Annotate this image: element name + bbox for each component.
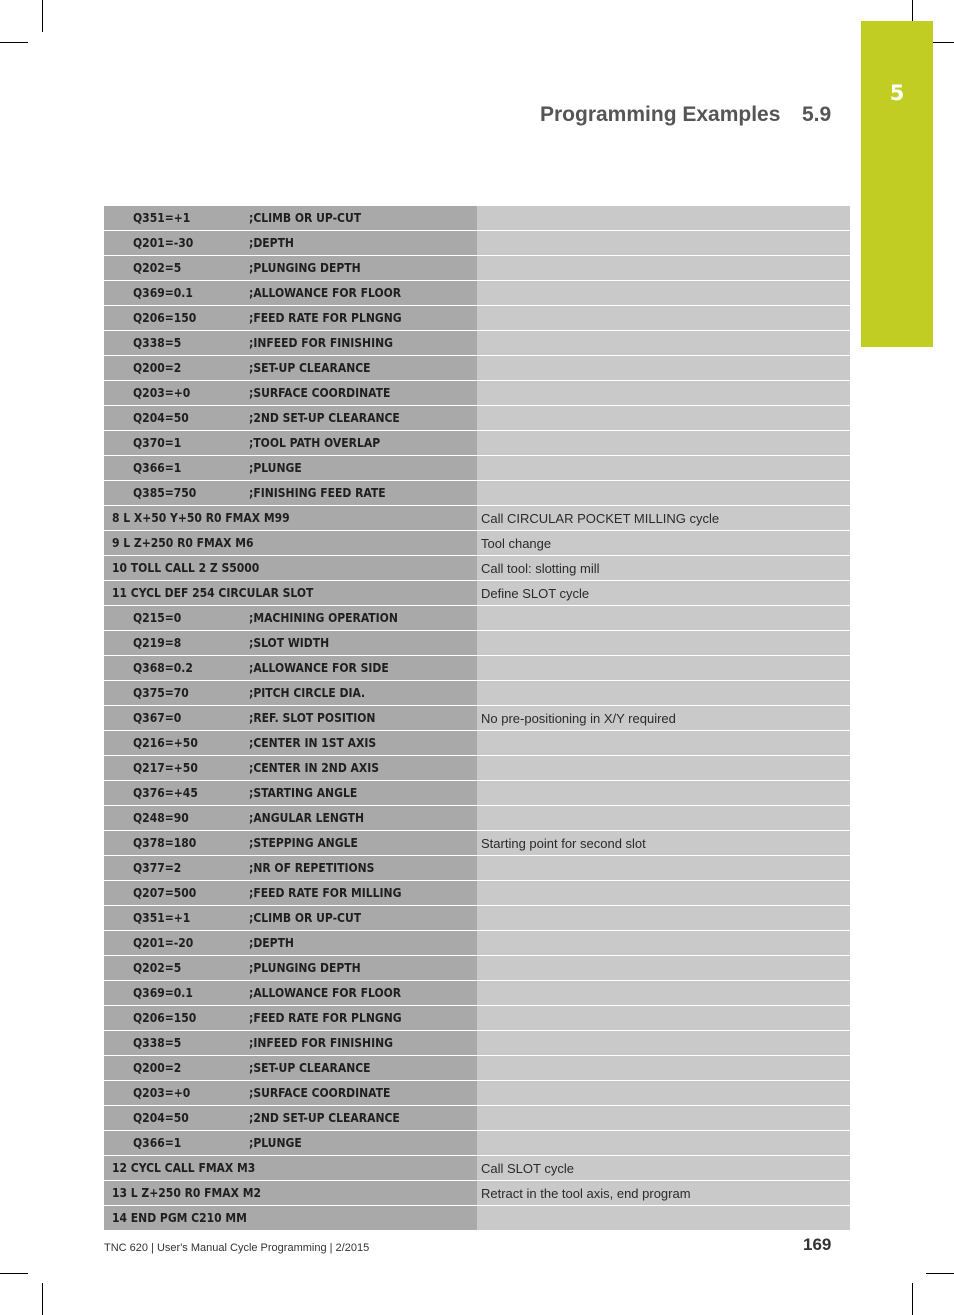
nc-block: Q203=+0 bbox=[133, 1086, 191, 1100]
code-cell bbox=[104, 831, 477, 856]
description-cell bbox=[477, 231, 850, 256]
description-cell bbox=[477, 431, 850, 456]
description-cell bbox=[477, 606, 850, 631]
parameter-comment: ;ALLOWANCE FOR FLOOR bbox=[249, 286, 402, 300]
code-cell bbox=[104, 281, 477, 306]
parameter-comment: ;FEED RATE FOR MILLING bbox=[249, 886, 402, 900]
table-row bbox=[104, 781, 850, 806]
nc-block: Q204=50 bbox=[133, 411, 189, 425]
table-row bbox=[104, 631, 850, 656]
nc-block: Q202=5 bbox=[133, 961, 182, 975]
description-cell bbox=[477, 756, 850, 781]
nc-block: Q216=+50 bbox=[133, 736, 198, 750]
description-cell: Call tool: slotting mill bbox=[477, 556, 850, 581]
parameter-comment: ;SURFACE COORDINATE bbox=[249, 386, 391, 400]
code-cell bbox=[104, 806, 477, 831]
table-row bbox=[104, 956, 850, 981]
table-row bbox=[104, 1006, 850, 1031]
code-cell bbox=[104, 1031, 477, 1056]
nc-block: Q248=90 bbox=[133, 811, 189, 825]
description-cell: Call CIRCULAR POCKET MILLING cycle bbox=[477, 506, 850, 531]
code-cell bbox=[104, 356, 477, 381]
description-cell bbox=[477, 1206, 850, 1231]
table-row bbox=[104, 1206, 850, 1231]
page-number: 169 bbox=[803, 1235, 832, 1254]
nc-block: Q207=500 bbox=[133, 886, 197, 900]
table-row bbox=[104, 1081, 850, 1106]
description-cell: No pre-positioning in X/Y required bbox=[477, 706, 850, 731]
table-row bbox=[104, 531, 850, 556]
code-cell bbox=[104, 856, 477, 881]
nc-block: Q369=0.1 bbox=[133, 286, 193, 300]
table-row bbox=[104, 756, 850, 781]
code-cell bbox=[104, 381, 477, 406]
table-row bbox=[104, 331, 850, 356]
table-row bbox=[104, 806, 850, 831]
code-cell bbox=[104, 506, 477, 531]
parameter-comment: ;PLUNGING DEPTH bbox=[249, 961, 361, 975]
nc-block: 14 END PGM C210 MM bbox=[112, 1211, 247, 1225]
nc-block: Q377=2 bbox=[133, 861, 182, 875]
parameter-comment: ;STARTING ANGLE bbox=[249, 786, 358, 800]
table-row bbox=[104, 231, 850, 256]
description-cell bbox=[477, 881, 850, 906]
code-cell bbox=[104, 1131, 477, 1156]
nc-block: Q202=5 bbox=[133, 261, 182, 275]
parameter-comment: ;PITCH CIRCLE DIA. bbox=[249, 686, 366, 700]
table-row bbox=[104, 481, 850, 506]
parameter-comment: ;2ND SET-UP CLEARANCE bbox=[249, 411, 400, 425]
nc-block: Q203=+0 bbox=[133, 386, 191, 400]
nc-block: Q200=2 bbox=[133, 361, 182, 375]
nc-block: Q376=+45 bbox=[133, 786, 198, 800]
table-row bbox=[104, 356, 850, 381]
code-cell bbox=[104, 881, 477, 906]
parameter-comment: ;INFEED FOR FINISHING bbox=[249, 336, 393, 350]
description-cell bbox=[477, 906, 850, 931]
description-cell bbox=[477, 1081, 850, 1106]
table-row bbox=[104, 1056, 850, 1081]
description-cell bbox=[477, 656, 850, 681]
code-cell bbox=[104, 606, 477, 631]
nc-block: Q370=1 bbox=[133, 436, 182, 450]
parameter-comment: ;PLUNGE bbox=[249, 461, 302, 475]
nc-block: Q368=0.2 bbox=[133, 661, 193, 675]
header-section: 5.9 bbox=[802, 103, 832, 126]
code-cell bbox=[104, 931, 477, 956]
nc-block: Q204=50 bbox=[133, 1111, 189, 1125]
description-cell bbox=[477, 1031, 850, 1056]
nc-block: 8 L X+50 Y+50 R0 FMAX M99 bbox=[112, 511, 290, 525]
nc-block: Q369=0.1 bbox=[133, 986, 193, 1000]
code-cell bbox=[104, 481, 477, 506]
nc-block: Q366=1 bbox=[133, 1136, 182, 1150]
description-cell bbox=[477, 356, 850, 381]
parameter-comment: ;REF. SLOT POSITION bbox=[249, 711, 376, 725]
description-cell bbox=[477, 681, 850, 706]
parameter-comment: ;2ND SET-UP CLEARANCE bbox=[249, 1111, 400, 1125]
code-cell bbox=[104, 456, 477, 481]
footer-text: TNC 620 | User's Manual Cycle Programming | 2/2015 bbox=[104, 1242, 370, 1254]
code-cell bbox=[104, 556, 477, 581]
nc-block: Q206=150 bbox=[133, 1011, 197, 1025]
code-cell bbox=[104, 756, 477, 781]
code-cell bbox=[104, 681, 477, 706]
table-row bbox=[104, 1156, 850, 1181]
crop-mark bbox=[42, 0, 43, 32]
description-cell bbox=[477, 331, 850, 356]
description-cell bbox=[477, 931, 850, 956]
table-row bbox=[104, 606, 850, 631]
description-cell bbox=[477, 631, 850, 656]
table-row bbox=[104, 706, 850, 731]
parameter-comment: ;INFEED FOR FINISHING bbox=[249, 1036, 393, 1050]
table-row bbox=[104, 206, 850, 231]
code-cell bbox=[104, 331, 477, 356]
code-cell bbox=[104, 656, 477, 681]
table-row bbox=[104, 881, 850, 906]
description-cell bbox=[477, 206, 850, 231]
nc-block: 9 L Z+250 R0 FMAX M6 bbox=[112, 536, 254, 550]
table-row bbox=[104, 581, 850, 606]
description-cell bbox=[477, 481, 850, 506]
code-cell bbox=[104, 731, 477, 756]
description-cell bbox=[477, 956, 850, 981]
parameter-comment: ;SET-UP CLEARANCE bbox=[249, 1061, 371, 1075]
nc-block: 13 L Z+250 R0 FMAX M2 bbox=[112, 1186, 261, 1200]
description-cell: Call SLOT cycle bbox=[477, 1156, 850, 1181]
nc-block: Q201=-20 bbox=[133, 936, 194, 950]
description-cell bbox=[477, 381, 850, 406]
table-row bbox=[104, 506, 850, 531]
parameter-comment: ;FEED RATE FOR PLNGNG bbox=[249, 311, 402, 325]
nc-block: Q338=5 bbox=[133, 336, 182, 350]
table-row bbox=[104, 906, 850, 931]
code-cell bbox=[104, 1081, 477, 1106]
description-cell bbox=[477, 1106, 850, 1131]
table-row bbox=[104, 681, 850, 706]
nc-block: Q206=150 bbox=[133, 311, 197, 325]
nc-block: 12 CYCL CALL FMAX M3 bbox=[112, 1161, 256, 1175]
table-row bbox=[104, 1181, 850, 1206]
crop-mark bbox=[0, 42, 28, 43]
parameter-comment: ;FEED RATE FOR PLNGNG bbox=[249, 1011, 402, 1025]
chapter-tab bbox=[861, 21, 933, 347]
parameter-comment: ;CLIMB OR UP-CUT bbox=[249, 911, 362, 925]
description-cell bbox=[477, 306, 850, 331]
header-title: Programming Examples bbox=[540, 103, 781, 126]
code-cell bbox=[104, 256, 477, 281]
table-row bbox=[104, 1106, 850, 1131]
code-cell bbox=[104, 431, 477, 456]
table-row bbox=[104, 256, 850, 281]
parameter-comment: ;SURFACE COORDINATE bbox=[249, 1086, 391, 1100]
nc-block: Q385=750 bbox=[133, 486, 197, 500]
table-row bbox=[104, 1131, 850, 1156]
nc-block: Q367=0 bbox=[133, 711, 182, 725]
crop-mark bbox=[42, 1283, 43, 1315]
description-cell bbox=[477, 456, 850, 481]
code-cell bbox=[104, 406, 477, 431]
parameter-comment: ;CENTER IN 1ST AXIS bbox=[249, 736, 377, 750]
nc-block: Q366=1 bbox=[133, 461, 182, 475]
parameter-comment: ;ANGULAR LENGTH bbox=[249, 811, 364, 825]
parameter-comment: ;DEPTH bbox=[249, 936, 294, 950]
table-row bbox=[104, 381, 850, 406]
table-row bbox=[104, 931, 850, 956]
description-cell bbox=[477, 806, 850, 831]
nc-block: Q201=-30 bbox=[133, 236, 194, 250]
code-cell bbox=[104, 531, 477, 556]
parameter-comment: ;MACHINING OPERATION bbox=[249, 611, 398, 625]
parameter-comment: ;TOOL PATH OVERLAP bbox=[249, 436, 381, 450]
description-cell bbox=[477, 856, 850, 881]
table-row bbox=[104, 556, 850, 581]
description-cell bbox=[477, 256, 850, 281]
parameter-comment: ;CLIMB OR UP-CUT bbox=[249, 211, 362, 225]
parameter-comment: ;DEPTH bbox=[249, 236, 294, 250]
parameter-comment: ;CENTER IN 2ND AXIS bbox=[249, 761, 380, 775]
code-cell bbox=[104, 1156, 477, 1181]
code-cell bbox=[104, 631, 477, 656]
parameter-comment: ;STEPPING ANGLE bbox=[249, 836, 358, 850]
code-cell bbox=[104, 1181, 477, 1206]
parameter-comment: ;SET-UP CLEARANCE bbox=[249, 361, 371, 375]
description-cell bbox=[477, 406, 850, 431]
table-row bbox=[104, 406, 850, 431]
description-cell bbox=[477, 781, 850, 806]
parameter-comment: ;PLUNGING DEPTH bbox=[249, 261, 361, 275]
nc-block: 10 TOLL CALL 2 Z S5000 bbox=[112, 561, 260, 575]
code-cell bbox=[104, 231, 477, 256]
nc-program-table bbox=[104, 206, 850, 1231]
code-cell bbox=[104, 956, 477, 981]
code-cell bbox=[104, 1056, 477, 1081]
description-cell bbox=[477, 1056, 850, 1081]
parameter-comment: ;SLOT WIDTH bbox=[249, 636, 330, 650]
table-row bbox=[104, 831, 850, 856]
nc-block: Q338=5 bbox=[133, 1036, 182, 1050]
code-cell bbox=[104, 781, 477, 806]
code-cell bbox=[104, 706, 477, 731]
code-cell bbox=[104, 981, 477, 1006]
crop-mark bbox=[933, 42, 954, 43]
description-cell: Define SLOT cycle bbox=[477, 581, 850, 606]
description-cell: Starting point for second slot bbox=[477, 831, 850, 856]
nc-block: 11 CYCL DEF 254 CIRCULAR SLOT bbox=[112, 586, 314, 600]
description-cell bbox=[477, 1006, 850, 1031]
parameter-comment: ;ALLOWANCE FOR SIDE bbox=[249, 661, 389, 675]
crop-mark bbox=[912, 1283, 913, 1315]
table-row bbox=[104, 981, 850, 1006]
table-row bbox=[104, 656, 850, 681]
table-row bbox=[104, 281, 850, 306]
nc-block: Q375=70 bbox=[133, 686, 189, 700]
crop-mark bbox=[912, 0, 913, 22]
nc-block: Q215=0 bbox=[133, 611, 182, 625]
crop-mark bbox=[926, 1273, 954, 1274]
nc-block: Q219=8 bbox=[133, 636, 182, 650]
table-row bbox=[104, 1031, 850, 1056]
nc-block: Q217=+50 bbox=[133, 761, 198, 775]
nc-block: Q378=180 bbox=[133, 836, 197, 850]
description-cell bbox=[477, 981, 850, 1006]
nc-block: Q351=+1 bbox=[133, 911, 191, 925]
code-cell bbox=[104, 581, 477, 606]
parameter-comment: ;FINISHING FEED RATE bbox=[249, 486, 386, 500]
code-cell bbox=[104, 906, 477, 931]
chapter-number: 5 bbox=[889, 81, 905, 105]
code-cell bbox=[104, 306, 477, 331]
description-cell bbox=[477, 1131, 850, 1156]
description-cell bbox=[477, 731, 850, 756]
description-cell: Tool change bbox=[477, 531, 850, 556]
parameter-comment: ;NR OF REPETITIONS bbox=[249, 861, 375, 875]
table-row bbox=[104, 856, 850, 881]
description-cell: Retract in the tool axis, end program bbox=[477, 1181, 850, 1206]
code-cell bbox=[104, 1006, 477, 1031]
description-cell bbox=[477, 281, 850, 306]
table-row bbox=[104, 431, 850, 456]
table-row bbox=[104, 456, 850, 481]
parameter-comment: ;ALLOWANCE FOR FLOOR bbox=[249, 986, 402, 1000]
code-cell bbox=[104, 1206, 477, 1231]
nc-block: Q351=+1 bbox=[133, 211, 191, 225]
table-row bbox=[104, 306, 850, 331]
page-header bbox=[540, 103, 832, 127]
parameter-comment: ;PLUNGE bbox=[249, 1136, 302, 1150]
nc-block: Q200=2 bbox=[133, 1061, 182, 1075]
code-cell bbox=[104, 206, 477, 231]
table-row bbox=[104, 731, 850, 756]
crop-mark bbox=[0, 1273, 28, 1274]
code-cell bbox=[104, 1106, 477, 1131]
